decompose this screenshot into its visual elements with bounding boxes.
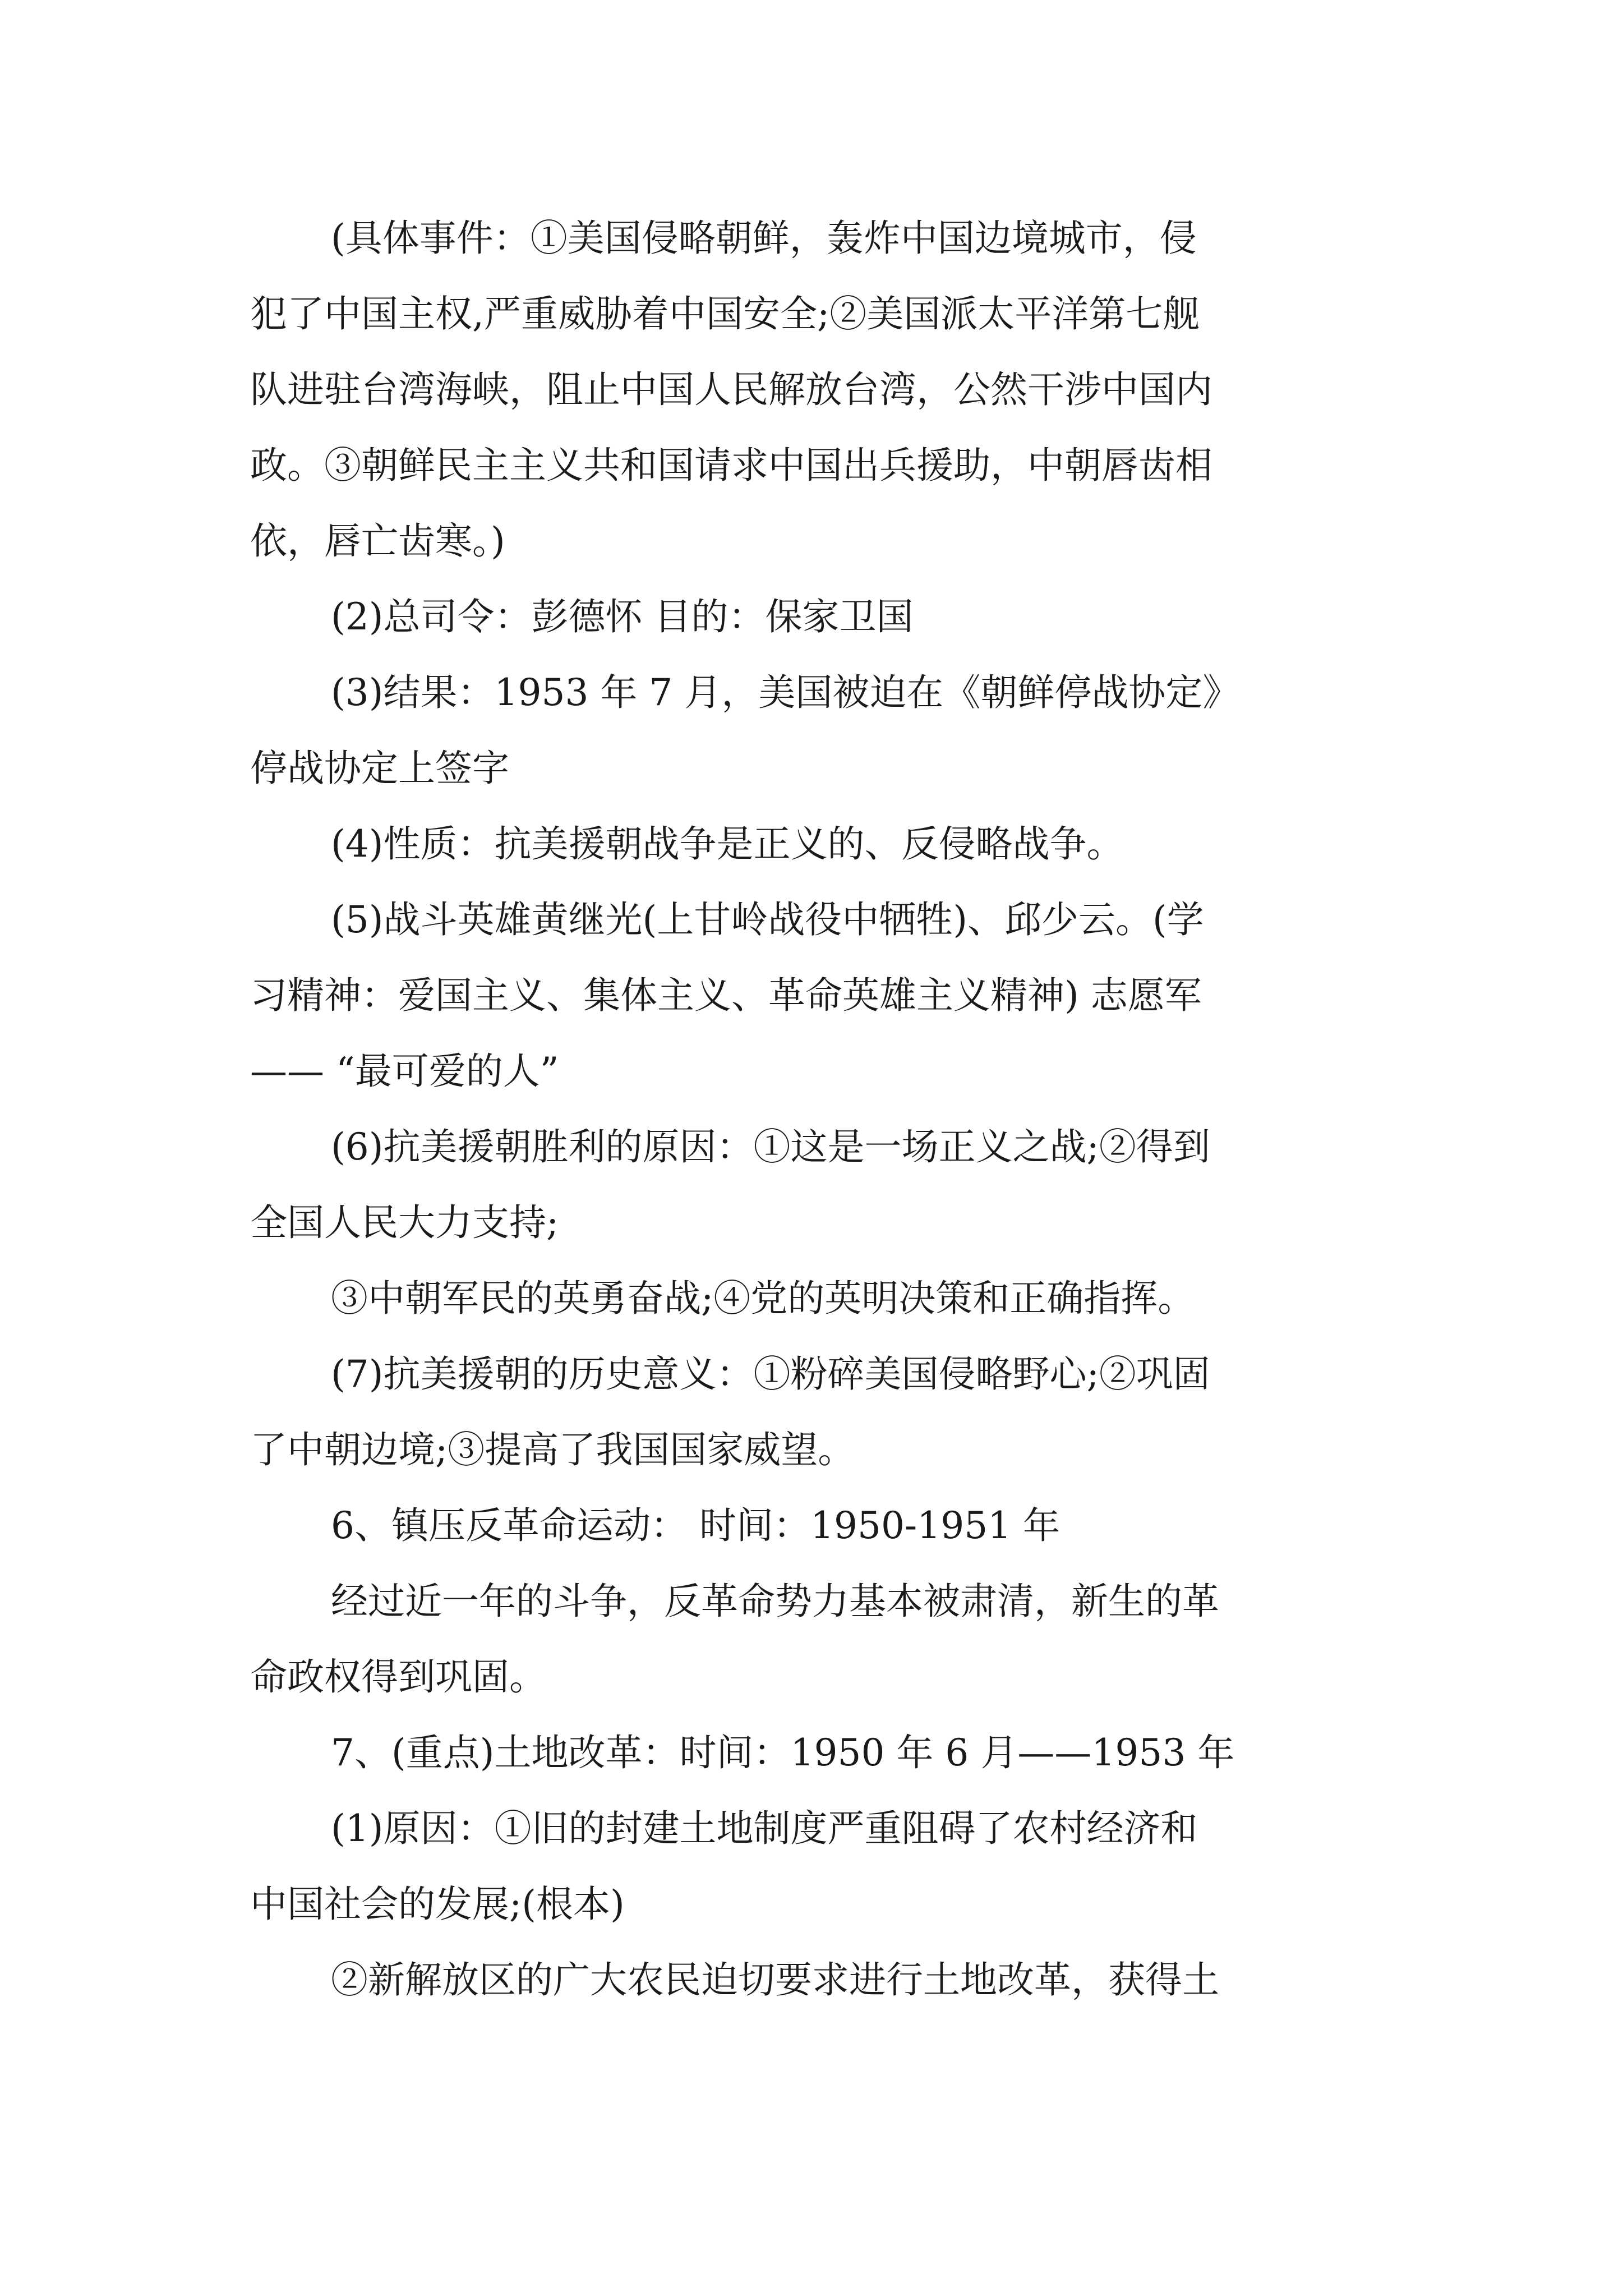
text-line: 中国社会的发展;(根本) <box>250 1883 625 1926</box>
text-line: (5)战斗英雄黄继光(上甘岭战役中牺牲)、邱少云。(学 <box>331 898 1204 941</box>
text-line: 6、镇压反革命运动： 时间：1950-1951 年 <box>331 1504 1061 1547</box>
text-line: 7、(重点)土地改革：时间：1950 年 6 月——1953 年 <box>331 1731 1235 1774</box>
text-line: (7)抗美援朝的历史意义：①粉碎美国侵略野心;②巩固 <box>331 1352 1210 1396</box>
text-line: ③中朝军民的英勇奋战;④党的英明决策和正确指挥。 <box>331 1277 1195 1320</box>
text-line: (4)性质：抗美援朝战争是正义的、反侵略战争。 <box>331 822 1124 866</box>
text-line: 经过近一年的斗争，反革命势力基本被肃清，新生的革 <box>331 1580 1219 1623</box>
text-line: (具体事件：①美国侵略朝鲜，轰炸中国边境城市，侵 <box>331 217 1197 260</box>
text-line: (6)抗美援朝胜利的原因：①这是一场正义之战;②得到 <box>331 1125 1210 1168</box>
text-line: 队进驻台湾海峡，阻止中国人民解放台湾，公然干涉中国内 <box>250 368 1212 411</box>
text-line: 习精神：爱国主义、集体主义、革命英雄主义精神) 志愿军 <box>250 974 1202 1017</box>
text-line: (3)结果：1953 年 7 月，美国被迫在《朝鲜停战协定》 <box>331 671 1240 714</box>
text-line: 政。③朝鲜民主主义共和国请求中国出兵援助，中朝唇齿相 <box>250 444 1212 487</box>
text-line: —— “最可爱的人” <box>250 1050 559 1093</box>
text-line: 停战协定上签字 <box>250 747 509 790</box>
text-line: 依，唇亡齿寒。) <box>250 519 505 563</box>
text-line: 全国人民大力支持; <box>250 1201 559 1244</box>
text-line: (2)总司令：彭德怀 目的：保家卫国 <box>331 595 914 638</box>
text-line: 了中朝边境;③提高了我国国家威望。 <box>250 1428 855 1471</box>
text-line: 犯了中国主权,严重威胁着中国安全;②美国派太平洋第七舰 <box>250 292 1200 335</box>
text-line: ②新解放区的广大农民迫切要求进行土地改革，获得土 <box>331 1958 1219 2001</box>
text-line: 命政权得到巩固。 <box>250 1655 546 1699</box>
text-line: (1)原因：①旧的封建土地制度严重阻碍了农村经济和 <box>331 1807 1198 1850</box>
